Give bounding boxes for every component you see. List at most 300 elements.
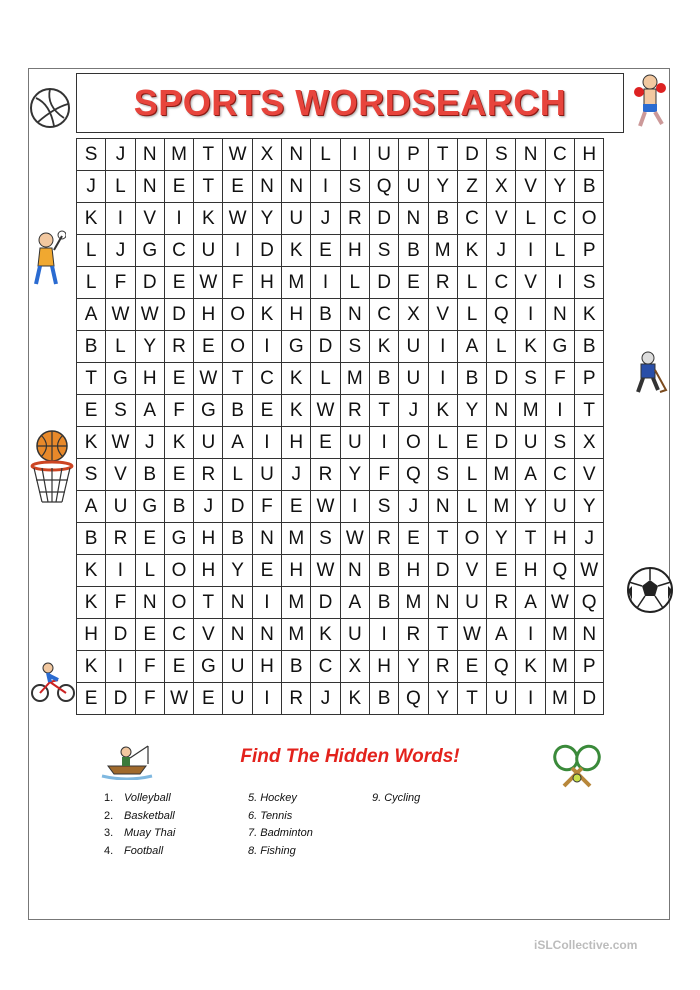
grid-cell[interactable]: U (194, 427, 223, 459)
grid-cell[interactable]: Y (545, 171, 574, 203)
grid-cell[interactable]: E (77, 683, 106, 715)
grid-cell[interactable]: F (106, 587, 135, 619)
grid-cell[interactable]: I (516, 299, 545, 331)
grid-cell[interactable]: Q (545, 555, 574, 587)
grid-cell[interactable]: K (369, 331, 398, 363)
grid-cell[interactable]: T (369, 395, 398, 427)
grid-cell[interactable]: K (516, 331, 545, 363)
grid-cell[interactable]: W (223, 203, 252, 235)
grid-cell[interactable]: B (575, 331, 604, 363)
grid-cell[interactable]: U (399, 331, 428, 363)
grid-cell[interactable]: L (457, 267, 486, 299)
grid-cell[interactable]: L (457, 299, 486, 331)
grid-cell[interactable]: D (164, 299, 193, 331)
grid-cell[interactable]: L (135, 555, 164, 587)
grid-cell[interactable]: H (194, 299, 223, 331)
grid-cell[interactable]: U (252, 459, 281, 491)
grid-cell[interactable]: A (340, 587, 369, 619)
grid-cell[interactable]: M (487, 459, 516, 491)
grid-cell[interactable]: F (106, 267, 135, 299)
grid-cell[interactable]: W (311, 491, 340, 523)
grid-cell[interactable]: H (252, 267, 281, 299)
grid-cell[interactable]: H (135, 363, 164, 395)
grid-cell[interactable]: H (252, 651, 281, 683)
grid-cell[interactable]: K (77, 651, 106, 683)
grid-cell[interactable]: D (311, 587, 340, 619)
grid-cell[interactable]: W (340, 523, 369, 555)
grid-cell[interactable]: K (252, 299, 281, 331)
grid-cell[interactable]: B (399, 235, 428, 267)
grid-cell[interactable]: S (428, 459, 457, 491)
grid-cell[interactable]: W (194, 267, 223, 299)
grid-cell[interactable]: Y (428, 683, 457, 715)
grid-cell[interactable]: V (194, 619, 223, 651)
grid-cell[interactable]: V (516, 267, 545, 299)
grid-cell[interactable]: J (399, 491, 428, 523)
grid-cell[interactable]: N (223, 619, 252, 651)
grid-cell[interactable]: H (77, 619, 106, 651)
grid-cell[interactable]: T (77, 363, 106, 395)
grid-cell[interactable]: K (77, 587, 106, 619)
grid-cell[interactable]: N (135, 139, 164, 171)
grid-cell[interactable]: I (252, 427, 281, 459)
grid-cell[interactable]: S (340, 171, 369, 203)
grid-cell[interactable]: U (545, 491, 574, 523)
grid-cell[interactable]: M (545, 651, 574, 683)
grid-cell[interactable]: I (311, 267, 340, 299)
grid-cell[interactable]: H (369, 651, 398, 683)
grid-cell[interactable]: V (106, 459, 135, 491)
grid-cell[interactable]: W (135, 299, 164, 331)
grid-cell[interactable]: L (106, 331, 135, 363)
grid-cell[interactable]: Y (516, 491, 545, 523)
grid-cell[interactable]: I (106, 203, 135, 235)
grid-cell[interactable]: I (311, 171, 340, 203)
grid-cell[interactable]: X (575, 427, 604, 459)
grid-cell[interactable]: C (164, 235, 193, 267)
grid-cell[interactable]: E (252, 555, 281, 587)
grid-cell[interactable]: W (106, 427, 135, 459)
grid-cell[interactable]: I (369, 427, 398, 459)
grid-cell[interactable]: S (369, 235, 398, 267)
grid-cell[interactable]: P (575, 363, 604, 395)
grid-cell[interactable]: E (457, 427, 486, 459)
grid-cell[interactable]: L (311, 363, 340, 395)
grid-cell[interactable]: S (77, 139, 106, 171)
grid-cell[interactable]: Q (487, 299, 516, 331)
grid-cell[interactable]: J (575, 523, 604, 555)
grid-cell[interactable]: D (106, 619, 135, 651)
grid-cell[interactable]: R (399, 619, 428, 651)
grid-cell[interactable]: G (135, 491, 164, 523)
grid-cell[interactable]: W (457, 619, 486, 651)
grid-cell[interactable]: F (135, 651, 164, 683)
grid-cell[interactable]: B (457, 363, 486, 395)
grid-cell[interactable]: B (369, 363, 398, 395)
grid-cell[interactable]: B (223, 395, 252, 427)
grid-cell[interactable]: W (311, 395, 340, 427)
grid-cell[interactable]: U (516, 427, 545, 459)
grid-cell[interactable]: Y (487, 523, 516, 555)
grid-cell[interactable]: G (545, 331, 574, 363)
grid-cell[interactable]: J (311, 203, 340, 235)
grid-cell[interactable]: E (77, 395, 106, 427)
grid-cell[interactable]: E (487, 555, 516, 587)
grid-cell[interactable]: U (457, 587, 486, 619)
grid-cell[interactable]: F (369, 459, 398, 491)
grid-cell[interactable]: B (369, 587, 398, 619)
grid-cell[interactable]: M (282, 619, 311, 651)
grid-cell[interactable]: B (369, 683, 398, 715)
grid-cell[interactable]: L (311, 139, 340, 171)
grid-cell[interactable]: D (135, 267, 164, 299)
grid-cell[interactable]: C (252, 363, 281, 395)
grid-cell[interactable]: X (399, 299, 428, 331)
grid-cell[interactable]: N (516, 139, 545, 171)
grid-cell[interactable]: K (77, 427, 106, 459)
grid-cell[interactable]: D (369, 203, 398, 235)
grid-cell[interactable]: R (369, 523, 398, 555)
grid-cell[interactable]: U (194, 235, 223, 267)
grid-cell[interactable]: S (487, 139, 516, 171)
grid-cell[interactable]: H (340, 235, 369, 267)
grid-cell[interactable]: I (516, 235, 545, 267)
grid-cell[interactable]: M (545, 683, 574, 715)
grid-cell[interactable]: U (399, 171, 428, 203)
grid-cell[interactable]: D (311, 331, 340, 363)
grid-cell[interactable]: K (311, 619, 340, 651)
grid-cell[interactable]: V (135, 203, 164, 235)
grid-cell[interactable]: M (282, 523, 311, 555)
grid-cell[interactable]: I (340, 491, 369, 523)
grid-cell[interactable]: I (252, 587, 281, 619)
grid-cell[interactable]: R (428, 267, 457, 299)
grid-cell[interactable]: M (487, 491, 516, 523)
grid-cell[interactable]: D (457, 139, 486, 171)
grid-cell[interactable]: M (282, 267, 311, 299)
grid-cell[interactable]: Q (575, 587, 604, 619)
grid-cell[interactable]: H (194, 523, 223, 555)
grid-cell[interactable]: S (340, 331, 369, 363)
grid-cell[interactable]: A (77, 491, 106, 523)
grid-cell[interactable]: H (516, 555, 545, 587)
grid-cell[interactable]: K (428, 395, 457, 427)
grid-cell[interactable]: C (545, 139, 574, 171)
grid-cell[interactable]: B (135, 459, 164, 491)
grid-cell[interactable]: U (369, 139, 398, 171)
grid-cell[interactable]: V (575, 459, 604, 491)
grid-cell[interactable]: N (252, 619, 281, 651)
grid-cell[interactable]: L (516, 203, 545, 235)
grid-cell[interactable]: R (164, 331, 193, 363)
grid-cell[interactable]: I (164, 203, 193, 235)
grid-cell[interactable]: O (223, 299, 252, 331)
grid-cell[interactable]: M (164, 139, 193, 171)
grid-cell[interactable]: D (223, 491, 252, 523)
grid-cell[interactable]: Y (399, 651, 428, 683)
grid-cell[interactable]: V (487, 203, 516, 235)
grid-cell[interactable]: V (516, 171, 545, 203)
grid-cell[interactable]: J (106, 139, 135, 171)
grid-cell[interactable]: Y (428, 171, 457, 203)
grid-cell[interactable]: Z (457, 171, 486, 203)
grid-cell[interactable]: N (282, 139, 311, 171)
grid-cell[interactable]: O (164, 587, 193, 619)
grid-cell[interactable]: S (77, 459, 106, 491)
grid-cell[interactable]: E (164, 651, 193, 683)
grid-cell[interactable]: D (487, 363, 516, 395)
grid-cell[interactable]: N (282, 171, 311, 203)
grid-cell[interactable]: M (516, 395, 545, 427)
grid-cell[interactable]: E (399, 267, 428, 299)
grid-cell[interactable]: S (575, 267, 604, 299)
grid-cell[interactable]: E (194, 331, 223, 363)
grid-cell[interactable]: L (428, 427, 457, 459)
grid-cell[interactable]: T (194, 171, 223, 203)
grid-cell[interactable]: T (194, 587, 223, 619)
grid-cell[interactable]: N (252, 523, 281, 555)
grid-cell[interactable]: B (369, 555, 398, 587)
grid-cell[interactable]: T (223, 363, 252, 395)
grid-cell[interactable]: A (516, 587, 545, 619)
grid-cell[interactable]: Y (223, 555, 252, 587)
grid-cell[interactable]: B (282, 651, 311, 683)
grid-cell[interactable]: I (106, 651, 135, 683)
grid-cell[interactable]: R (340, 203, 369, 235)
grid-cell[interactable]: U (340, 619, 369, 651)
grid-cell[interactable]: C (487, 267, 516, 299)
grid-cell[interactable]: B (575, 171, 604, 203)
grid-cell[interactable]: N (340, 555, 369, 587)
grid-cell[interactable]: N (575, 619, 604, 651)
grid-cell[interactable]: G (194, 395, 223, 427)
grid-cell[interactable]: M (340, 363, 369, 395)
grid-cell[interactable]: O (164, 555, 193, 587)
grid-cell[interactable]: G (106, 363, 135, 395)
grid-cell[interactable]: M (399, 587, 428, 619)
grid-cell[interactable]: K (77, 555, 106, 587)
grid-cell[interactable]: P (575, 651, 604, 683)
grid-cell[interactable]: W (545, 587, 574, 619)
grid-cell[interactable]: S (545, 427, 574, 459)
grid-cell[interactable]: T (428, 619, 457, 651)
grid-cell[interactable]: J (77, 171, 106, 203)
grid-cell[interactable]: F (545, 363, 574, 395)
grid-cell[interactable]: T (428, 523, 457, 555)
grid-cell[interactable]: L (487, 331, 516, 363)
grid-cell[interactable]: H (575, 139, 604, 171)
grid-cell[interactable]: U (106, 491, 135, 523)
grid-cell[interactable]: O (399, 427, 428, 459)
grid-cell[interactable]: K (282, 395, 311, 427)
grid-cell[interactable]: W (164, 683, 193, 715)
grid-cell[interactable]: U (340, 427, 369, 459)
grid-cell[interactable]: I (252, 331, 281, 363)
grid-cell[interactable]: V (428, 299, 457, 331)
grid-cell[interactable]: G (135, 235, 164, 267)
grid-cell[interactable]: Q (369, 171, 398, 203)
grid-cell[interactable]: S (311, 523, 340, 555)
grid-cell[interactable]: G (282, 331, 311, 363)
grid-cell[interactable]: C (545, 203, 574, 235)
grid-cell[interactable]: C (369, 299, 398, 331)
grid-cell[interactable]: Y (457, 395, 486, 427)
grid-cell[interactable]: K (457, 235, 486, 267)
grid-cell[interactable]: E (252, 395, 281, 427)
grid-cell[interactable]: D (487, 427, 516, 459)
grid-cell[interactable]: N (487, 395, 516, 427)
grid-cell[interactable]: N (223, 587, 252, 619)
grid-cell[interactable]: L (223, 459, 252, 491)
grid-cell[interactable]: T (428, 139, 457, 171)
grid-cell[interactable]: J (135, 427, 164, 459)
grid-cell[interactable]: I (252, 683, 281, 715)
grid-cell[interactable]: I (340, 139, 369, 171)
grid-cell[interactable]: L (106, 171, 135, 203)
grid-cell[interactable]: H (194, 555, 223, 587)
grid-cell[interactable]: K (516, 651, 545, 683)
grid-cell[interactable]: K (282, 235, 311, 267)
grid-cell[interactable]: E (164, 363, 193, 395)
grid-cell[interactable]: H (399, 555, 428, 587)
grid-cell[interactable]: E (135, 619, 164, 651)
grid-cell[interactable]: I (223, 235, 252, 267)
grid-cell[interactable]: S (516, 363, 545, 395)
grid-cell[interactable]: I (369, 619, 398, 651)
grid-cell[interactable]: A (135, 395, 164, 427)
grid-cell[interactable]: U (223, 683, 252, 715)
grid-cell[interactable]: J (311, 683, 340, 715)
grid-cell[interactable]: K (282, 363, 311, 395)
grid-cell[interactable]: F (223, 267, 252, 299)
grid-cell[interactable]: N (399, 203, 428, 235)
grid-cell[interactable]: C (311, 651, 340, 683)
grid-cell[interactable]: B (77, 331, 106, 363)
grid-cell[interactable]: I (545, 395, 574, 427)
grid-cell[interactable]: D (575, 683, 604, 715)
grid-cell[interactable]: O (575, 203, 604, 235)
grid-cell[interactable]: L (457, 459, 486, 491)
grid-cell[interactable]: L (340, 267, 369, 299)
grid-cell[interactable]: P (575, 235, 604, 267)
grid-cell[interactable]: E (223, 171, 252, 203)
grid-cell[interactable]: R (194, 459, 223, 491)
grid-cell[interactable]: E (457, 651, 486, 683)
grid-cell[interactable]: H (282, 555, 311, 587)
grid-cell[interactable]: A (487, 619, 516, 651)
grid-cell[interactable]: N (340, 299, 369, 331)
grid-cell[interactable]: E (311, 235, 340, 267)
grid-cell[interactable]: E (135, 523, 164, 555)
grid-cell[interactable]: D (428, 555, 457, 587)
grid-cell[interactable]: A (457, 331, 486, 363)
grid-cell[interactable]: I (516, 619, 545, 651)
grid-cell[interactable]: K (164, 427, 193, 459)
grid-cell[interactable]: K (340, 683, 369, 715)
grid-cell[interactable]: X (340, 651, 369, 683)
grid-cell[interactable]: Q (399, 683, 428, 715)
grid-cell[interactable]: Q (399, 459, 428, 491)
grid-cell[interactable]: B (428, 203, 457, 235)
grid-cell[interactable]: Y (252, 203, 281, 235)
grid-cell[interactable]: N (428, 587, 457, 619)
grid-cell[interactable]: L (545, 235, 574, 267)
grid-cell[interactable]: K (575, 299, 604, 331)
grid-cell[interactable]: U (399, 363, 428, 395)
grid-cell[interactable]: B (164, 491, 193, 523)
grid-cell[interactable]: L (77, 235, 106, 267)
grid-cell[interactable]: O (457, 523, 486, 555)
grid-cell[interactable]: H (282, 299, 311, 331)
grid-cell[interactable]: D (369, 267, 398, 299)
grid-cell[interactable]: U (223, 651, 252, 683)
grid-cell[interactable]: M (428, 235, 457, 267)
grid-cell[interactable]: Y (575, 491, 604, 523)
grid-cell[interactable]: B (223, 523, 252, 555)
grid-cell[interactable]: R (311, 459, 340, 491)
grid-cell[interactable]: N (428, 491, 457, 523)
grid-cell[interactable]: E (164, 171, 193, 203)
grid-cell[interactable]: I (428, 331, 457, 363)
grid-cell[interactable]: F (135, 683, 164, 715)
grid-cell[interactable]: C (457, 203, 486, 235)
grid-cell[interactable]: R (428, 651, 457, 683)
grid-cell[interactable]: R (340, 395, 369, 427)
grid-cell[interactable]: Y (340, 459, 369, 491)
grid-cell[interactable]: I (106, 555, 135, 587)
grid-cell[interactable]: U (487, 683, 516, 715)
grid-cell[interactable]: W (223, 139, 252, 171)
grid-cell[interactable]: J (399, 395, 428, 427)
grid-cell[interactable]: T (194, 139, 223, 171)
grid-cell[interactable]: N (252, 171, 281, 203)
grid-cell[interactable]: W (194, 363, 223, 395)
grid-cell[interactable]: W (575, 555, 604, 587)
grid-cell[interactable]: B (311, 299, 340, 331)
grid-cell[interactable]: D (106, 683, 135, 715)
grid-cell[interactable]: N (135, 587, 164, 619)
grid-cell[interactable]: J (106, 235, 135, 267)
grid-cell[interactable]: E (282, 491, 311, 523)
grid-cell[interactable]: S (106, 395, 135, 427)
grid-cell[interactable]: I (516, 683, 545, 715)
grid-cell[interactable]: K (77, 203, 106, 235)
grid-cell[interactable]: E (399, 523, 428, 555)
grid-cell[interactable]: R (487, 587, 516, 619)
grid-cell[interactable]: D (252, 235, 281, 267)
grid-cell[interactable]: F (252, 491, 281, 523)
grid-cell[interactable]: M (282, 587, 311, 619)
grid-cell[interactable]: V (457, 555, 486, 587)
grid-cell[interactable]: I (545, 267, 574, 299)
grid-cell[interactable]: G (194, 651, 223, 683)
grid-cell[interactable]: R (282, 683, 311, 715)
grid-cell[interactable]: U (282, 203, 311, 235)
grid-cell[interactable]: T (457, 683, 486, 715)
grid-cell[interactable]: O (223, 331, 252, 363)
grid-cell[interactable]: J (282, 459, 311, 491)
grid-cell[interactable]: H (545, 523, 574, 555)
grid-cell[interactable]: J (487, 235, 516, 267)
grid-cell[interactable]: H (282, 427, 311, 459)
grid-cell[interactable]: W (311, 555, 340, 587)
grid-cell[interactable]: K (194, 203, 223, 235)
grid-cell[interactable]: Q (487, 651, 516, 683)
grid-cell[interactable]: L (77, 267, 106, 299)
grid-cell[interactable]: T (575, 395, 604, 427)
grid-cell[interactable]: G (164, 523, 193, 555)
grid-cell[interactable]: T (516, 523, 545, 555)
